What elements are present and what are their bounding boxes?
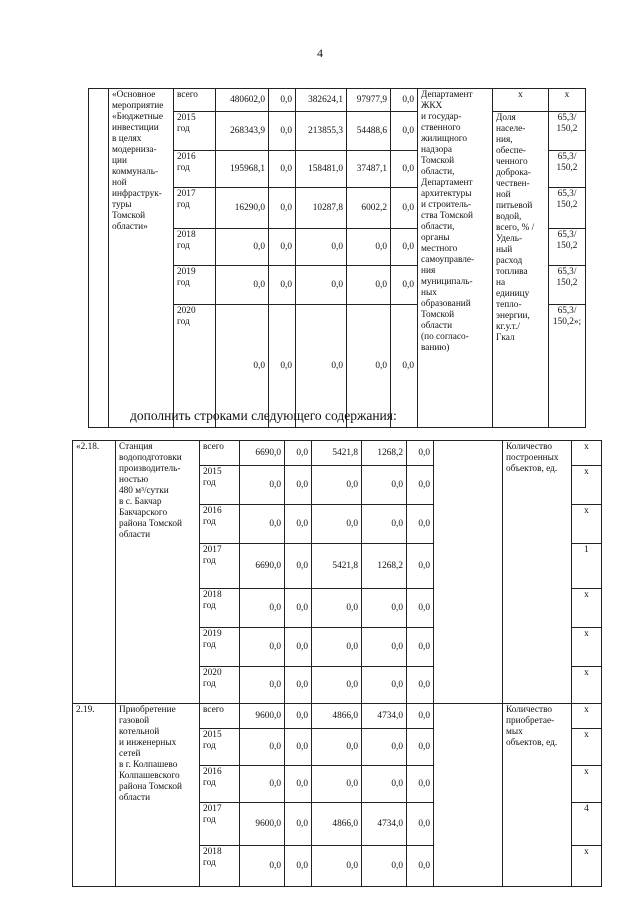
local-cell: 0,0 <box>347 266 391 305</box>
total-cell: 0,0 <box>216 266 269 305</box>
total-cell: 0,0 <box>240 667 285 704</box>
total-cell: 0,0 <box>240 846 285 887</box>
executor-cell: Департамент ЖКХ и государ- ственного жилищного надзора Томской области, Департамент архитектуры и строитель- ства Томской области, органы местного самоуправле- ния муниципаль- ных образований Томской области (по согласо- ванию) <box>418 89 493 428</box>
regional-cell: 10287,8 <box>296 188 347 229</box>
executor-cell <box>434 441 503 704</box>
regional-cell: 4866,0 <box>312 803 362 846</box>
regional-cell: 0,0 <box>312 846 362 887</box>
regional-cell: 5421,8 <box>312 441 362 466</box>
federal-cell: 0,0 <box>285 505 312 544</box>
value-cell: х <box>572 441 602 466</box>
year-cell: 2018 год <box>200 589 240 628</box>
total-cell: 268343,9 <box>216 112 269 151</box>
regional-cell: 0,0 <box>312 505 362 544</box>
value-cell: х <box>572 505 602 544</box>
federal-cell: 0,0 <box>269 266 296 305</box>
indicator-cell: Доля населе- ния, обеспе- ченного доброка- чествен- ной питьевой водой, всего, % / Удель- ный расход топлива на единицу тепло- энергии, кг.у.т./ Гкал <box>493 112 549 428</box>
regional-cell: 213855,3 <box>296 112 347 151</box>
year-cell: всего <box>174 89 216 112</box>
local-cell: 0,0 <box>347 229 391 266</box>
value-cell: 65,3/ 150,2 <box>549 151 586 188</box>
regional-cell: 0,0 <box>296 229 347 266</box>
total-cell: 195968,1 <box>216 151 269 188</box>
year-cell: 2016 год <box>200 505 240 544</box>
regional-cell: 0,0 <box>312 667 362 704</box>
year-cell: всего <box>200 441 240 466</box>
local-cell: 0,0 <box>362 846 407 887</box>
total-cell: 0,0 <box>240 628 285 667</box>
local-cell: 0,0 <box>362 628 407 667</box>
federal-cell: 0,0 <box>269 188 296 229</box>
item-number: 2.19. <box>73 704 116 887</box>
local-cell: 37487,1 <box>347 151 391 188</box>
regional-cell: 382624,1 <box>296 89 347 112</box>
regional-cell: 0,0 <box>312 589 362 628</box>
item-name: Станция водоподготовки производитель- ностью 480 м³/сутки в с. Бакчар Бакчарского района Томской области <box>116 441 200 704</box>
federal-cell: 0,0 <box>285 466 312 505</box>
value-cell: 65,3/ 150,2 <box>549 188 586 229</box>
value-cell: 65,3/ 150,2 <box>549 112 586 151</box>
total-cell: 9600,0 <box>240 803 285 846</box>
regional-cell: 4866,0 <box>312 704 362 729</box>
value-cell: х <box>572 628 602 667</box>
measure-name: «Основное мероприятие «Бюджетные инвестиции в целях модерниза- ции коммуналь- ной инфраструк- туры Томской области» <box>109 89 174 428</box>
extra-cell: 0,0 <box>407 803 434 846</box>
value-cell: х <box>572 729 602 766</box>
total-cell: 9600,0 <box>240 704 285 729</box>
local-cell: 0,0 <box>362 766 407 803</box>
year-cell: всего <box>200 704 240 729</box>
total-cell: 0,0 <box>216 305 269 428</box>
total-cell: 0,0 <box>240 589 285 628</box>
value-cell: 4 <box>572 803 602 846</box>
extra-cell: 0,0 <box>391 188 418 229</box>
extra-cell: 0,0 <box>407 628 434 667</box>
local-cell: 54488,6 <box>347 112 391 151</box>
item-number: «2.18. <box>73 441 116 704</box>
total-cell: 6690,0 <box>240 544 285 589</box>
federal-cell: 0,0 <box>269 229 296 266</box>
total-cell: 6690,0 <box>240 441 285 466</box>
table-row <box>73 441 602 466</box>
total-cell: 480602,0 <box>216 89 269 112</box>
federal-cell: 0,0 <box>269 151 296 188</box>
extra-cell: 0,0 <box>391 89 418 112</box>
top-table-body <box>89 89 586 428</box>
regional-cell: 0,0 <box>312 628 362 667</box>
extra-cell: 0,0 <box>391 266 418 305</box>
regional-cell: 0,0 <box>312 466 362 505</box>
federal-cell: 0,0 <box>285 628 312 667</box>
value-cell: х <box>572 466 602 505</box>
extra-cell: 0,0 <box>391 229 418 266</box>
extra-cell: 0,0 <box>407 667 434 704</box>
total-cell: 0,0 <box>216 229 269 266</box>
local-cell: 0,0 <box>362 505 407 544</box>
year-cell: 2020 год <box>200 667 240 704</box>
value-cell: х <box>572 846 602 887</box>
federal-cell: 0,0 <box>269 112 296 151</box>
total-cell: 0,0 <box>240 505 285 544</box>
federal-cell: 0,0 <box>285 544 312 589</box>
federal-cell: 0,0 <box>285 441 312 466</box>
executor-cell <box>434 704 503 887</box>
extra-cell: 0,0 <box>407 505 434 544</box>
year-cell: 2018 год <box>174 229 216 266</box>
local-cell: 0,0 <box>362 667 407 704</box>
extra-cell: 0,0 <box>407 729 434 766</box>
value-cell: х <box>572 704 602 729</box>
extra-cell: 0,0 <box>407 704 434 729</box>
local-cell: 0,0 <box>347 305 391 428</box>
value-cell: х <box>572 766 602 803</box>
local-cell: 4734,0 <box>362 704 407 729</box>
value-cell: х <box>572 589 602 628</box>
value-cell: 1 <box>572 544 602 589</box>
year-cell: 2016 год <box>200 766 240 803</box>
subheading: дополнить строками следующего содержания: <box>130 408 397 423</box>
regional-cell: 5421,8 <box>312 544 362 589</box>
local-cell: 0,0 <box>362 466 407 505</box>
federal-cell: 0,0 <box>285 704 312 729</box>
regional-cell: 0,0 <box>312 766 362 803</box>
extra-cell: 0,0 <box>391 305 418 428</box>
extra-cell: 0,0 <box>391 112 418 151</box>
value-cell: х <box>572 667 602 704</box>
local-cell: 97977,9 <box>347 89 391 112</box>
extra-cell: 0,0 <box>391 151 418 188</box>
top-table <box>88 88 586 428</box>
item-name: Приобретение газовой котельной и инженерных сетей в г. Колпашево Колпашевского района Томской области <box>116 704 200 887</box>
year-cell: 2019 год <box>174 266 216 305</box>
local-cell: 1268,2 <box>362 441 407 466</box>
federal-cell: 0,0 <box>285 729 312 766</box>
federal-cell: 0,0 <box>285 766 312 803</box>
regional-cell: 158481,0 <box>296 151 347 188</box>
local-cell: 6002,2 <box>347 188 391 229</box>
year-cell: 2019 год <box>200 628 240 667</box>
extra-cell: 0,0 <box>407 441 434 466</box>
value-cell: 65,3/ 150,2 <box>549 229 586 266</box>
year-cell: 2017 год <box>200 803 240 846</box>
total-cell: 16290,0 <box>216 188 269 229</box>
year-cell: 2016 год <box>174 151 216 188</box>
extra-cell: 0,0 <box>407 766 434 803</box>
page-number: 4 <box>317 46 323 60</box>
total-cell: 0,0 <box>240 766 285 803</box>
total-cell: 0,0 <box>240 466 285 505</box>
year-cell: 2015 год <box>200 466 240 505</box>
federal-cell: 0,0 <box>285 803 312 846</box>
blank-cell <box>89 89 109 428</box>
local-cell: 0,0 <box>362 589 407 628</box>
regional-cell: 0,0 <box>312 729 362 766</box>
federal-cell: 0,0 <box>269 305 296 428</box>
year-cell: 2015 год <box>200 729 240 766</box>
indicator-header-x: х <box>493 89 549 112</box>
local-cell: 4734,0 <box>362 803 407 846</box>
federal-cell: 0,0 <box>285 589 312 628</box>
federal-cell: 0,0 <box>269 89 296 112</box>
extra-cell: 0,0 <box>407 466 434 505</box>
year-cell: 2017 год <box>174 188 216 229</box>
year-cell: 2015 год <box>174 112 216 151</box>
local-cell: 1268,2 <box>362 544 407 589</box>
year-cell: 2018 год <box>200 846 240 887</box>
extra-cell: 0,0 <box>407 846 434 887</box>
bottom-table <box>72 440 602 887</box>
extra-cell: 0,0 <box>407 544 434 589</box>
table-row <box>73 704 602 729</box>
federal-cell: 0,0 <box>285 846 312 887</box>
regional-cell: 0,0 <box>296 305 347 428</box>
indicator-cell: Количество приобретае- мых объектов, ед. <box>503 704 572 887</box>
year-cell: 2017 год <box>200 544 240 589</box>
local-cell: 0,0 <box>362 729 407 766</box>
value-cell: 65,3/ 150,2 <box>549 266 586 305</box>
federal-cell: 0,0 <box>285 667 312 704</box>
extra-cell: 0,0 <box>407 589 434 628</box>
table-row <box>89 89 586 112</box>
indicator-cell: Количество построенных объектов, ед. <box>503 441 572 704</box>
regional-cell: 0,0 <box>296 266 347 305</box>
value-cell: 65,3/ 150,2»; <box>549 305 586 428</box>
total-cell: 0,0 <box>240 729 285 766</box>
bottom-table-body <box>73 441 602 887</box>
year-cell: 2020 год <box>174 305 216 428</box>
value-header-x: х <box>549 89 586 112</box>
